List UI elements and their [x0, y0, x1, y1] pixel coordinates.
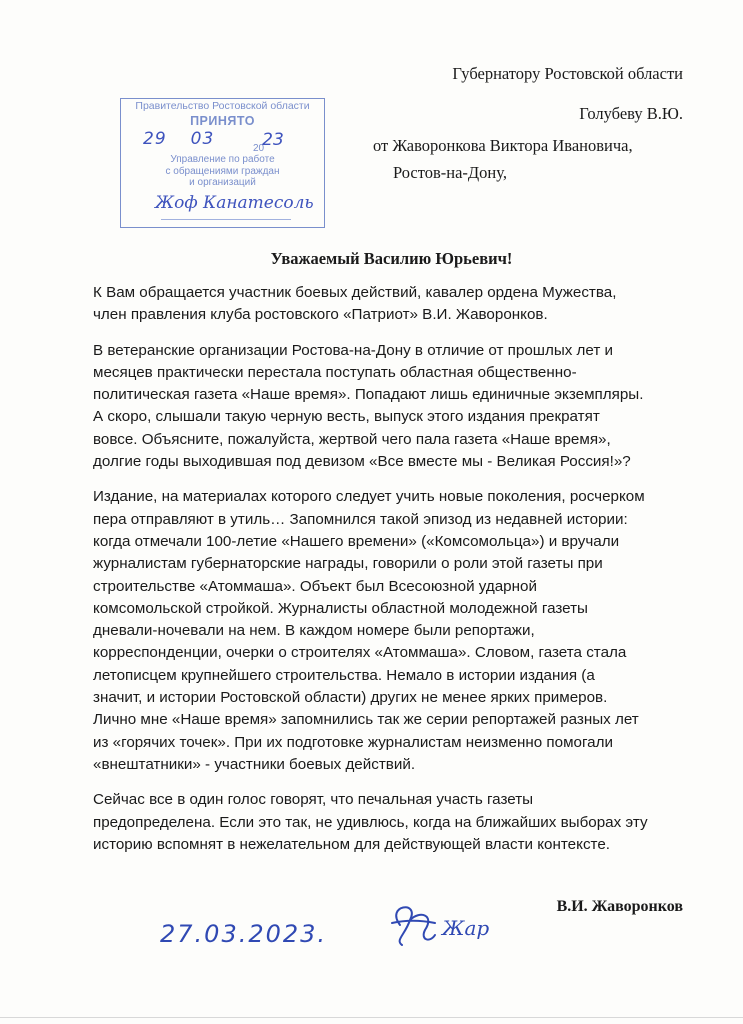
paragraph-line: долгие годы выходившая под девизом «Все вместе мы - Великая Россия!»?	[93, 453, 631, 471]
stamp-dept-line1: Управление по работе	[170, 154, 275, 165]
paragraph	[93, 282, 703, 327]
paragraph-line: пера отправляют в утиль… Запомнился такой эпизод из недавней истории:	[93, 510, 628, 528]
stamp-year-printed: 20	[253, 143, 265, 154]
paragraph-line: дневали-ночевали на нем. В каждом номере были репортажи,	[93, 622, 535, 640]
handwritten-signature	[380, 895, 510, 955]
sender-name: от Жаворонкова Виктора Ивановича,	[373, 136, 633, 155]
stamp-month: 03	[190, 129, 215, 149]
letter-body	[93, 282, 703, 869]
paragraph-line: значит, и истории Ростовской области) других не менее ярких примеров.	[93, 689, 608, 707]
signature-text: Жар	[442, 916, 490, 940]
stamp-divider	[161, 219, 291, 220]
paragraph	[93, 789, 703, 856]
paragraph-line: историю вспомнят в нежелательном для действующей власти контексте.	[93, 835, 610, 853]
paragraph-line: А скоро, слышали такую черную весть, выпуск этого издания прекратят	[93, 408, 600, 426]
salutation: Уважаемый Василию Юрьевич!	[270, 249, 513, 268]
stamp-dept-line3: и организаций	[189, 177, 256, 188]
paragraph-line: В ветеранские организации Ростова-на-Дону в отличие от прошлых лет и	[93, 341, 614, 359]
paragraph-line: комсомольской стройкой. Журналисты областной молодежной газеты	[93, 599, 588, 617]
closing-name: В.И. Жаворонков	[556, 898, 683, 915]
paragraph-line: вовсе. Объясните, пожалуйста, жертвой чего пала газета «Наше время»,	[93, 430, 611, 448]
stamp-status: ПРИНЯТО	[190, 114, 255, 128]
stamp-organization: Правительство Ростовской области	[135, 100, 310, 112]
addressee-title: Губернатору Ростовской области	[452, 64, 683, 83]
paragraph-line: корреспонденции, очерки о строителях «Атоммаша». Словом, газета стала	[93, 644, 627, 662]
paragraph-line: из «горячих точек». При их подготовке журналистам неизменно помогали	[93, 733, 613, 751]
stamp-signature: Жоф Канатесоль	[155, 193, 314, 213]
stamp-dept-line2: с обращениями граждан	[165, 165, 280, 177]
paragraph-line: летописцем крупнейшего строительства. Немало в истории издания (а	[93, 666, 595, 684]
paragraph-line: строительстве «Атоммаша». Объект был Всесоюзной ударной	[93, 577, 537, 595]
paragraph-line: месяцев практически перестала поступать областная общественно-	[93, 363, 577, 381]
page-edge	[0, 1017, 743, 1018]
sender-city: Ростов-на-Дону,	[393, 163, 507, 182]
stamp-department	[125, 154, 320, 189]
handwritten-date: 27.03.2023.	[160, 920, 328, 948]
stamp-date	[143, 129, 238, 149]
stamp-year-suffix: 23	[262, 130, 284, 150]
paragraph	[93, 486, 703, 776]
received-stamp	[120, 98, 325, 228]
paragraph-line: член правления клуба ростовского «Патриот» В.И. Жаворонков.	[93, 306, 548, 324]
addressee-name: Голубеву В.Ю.	[579, 104, 683, 123]
paragraph-line: когда отмечали 100-летие «Нашего времени» («Комсомольца») и вручали	[93, 532, 620, 550]
stamp-day: 29	[143, 129, 167, 149]
paragraph-line: Лично мне «Наше время» запомнились так же серии репортажей разных лет	[93, 711, 639, 729]
paragraph-line: Издание, на материалах которого следует учить новые поколения, росчерком	[93, 488, 645, 506]
paragraph	[93, 340, 703, 474]
stamp-year	[253, 130, 284, 156]
paragraph-line: журналистам губернаторские награды, говорили о роли этой газеты при	[93, 555, 603, 573]
paragraph-line: предопределена. Если это так, не удивлюсь, когда на ближайших выборах эту	[93, 813, 648, 831]
paragraph-line: К Вам обращается участник боевых действий, кавалер ордена Мужества,	[93, 284, 617, 301]
paragraph-line: Сейчас все в один голос говорят, что печальная участь газеты	[93, 791, 534, 809]
paragraph-line: «внештатники» - участники боевых действий.	[93, 755, 416, 773]
paragraph-line: политическая газета «Наше время». Попадают лишь единичные экземпляры.	[93, 386, 644, 404]
